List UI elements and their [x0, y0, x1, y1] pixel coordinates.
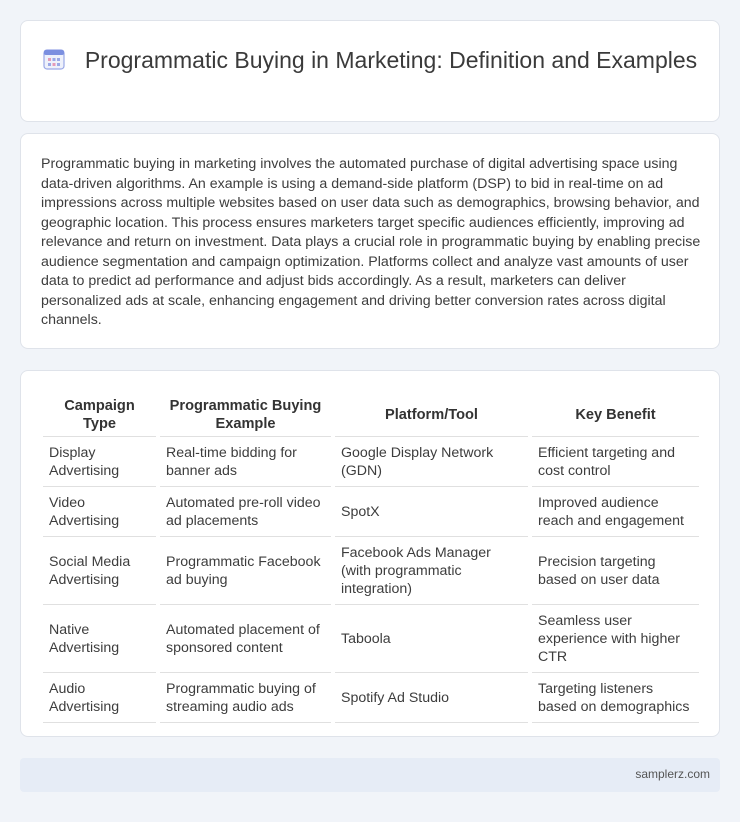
page-title-wrapper: [21, 45, 719, 75]
header-platform-tool: Platform/Tool: [333, 395, 530, 437]
cell-example: Programmatic Facebook ad buying: [158, 537, 333, 605]
cell-example: Programmatic buying of streaming audio ads: [158, 673, 333, 723]
cell-example: Automated pre-roll video ad placements: [158, 487, 333, 537]
cell-platform: Taboola: [333, 605, 530, 673]
table-row: [43, 605, 699, 673]
header-key-benefit: Key Benefit: [530, 395, 699, 437]
cell-platform: Spotify Ad Studio: [333, 673, 530, 723]
footer-bar: [20, 758, 720, 792]
cell-benefit: Targeting listeners based on demographics: [530, 673, 699, 723]
table-row: [43, 487, 699, 537]
cell-benefit: Efficient targeting and cost control: [530, 437, 699, 487]
table-row: [43, 673, 699, 723]
cell-campaign-type: Video Advertising: [43, 487, 158, 537]
cell-campaign-type: Display Advertising: [43, 437, 158, 487]
table-row: [43, 437, 699, 487]
page-title: Programmatic Buying in Marketing: Definition and Examples: [84, 47, 698, 73]
cell-benefit: Improved audience reach and engagement: [530, 487, 699, 537]
cell-benefit: Seamless user experience with higher CTR: [530, 605, 699, 673]
table-header-row: [43, 395, 699, 437]
cell-campaign-type: Native Advertising: [43, 605, 158, 673]
description-text: Programmatic buying in marketing involves the automated purchase of digital advertising space using data-driven algorithms. An example is using a demand-side platform (DSP) to bid in real-time on ad impressions across multiple websites based on user data such as demographics, browsing behavior, and geographic location. This process ensures marketers target specific audiences efficiently, improving ad relevance and return on investment. Data plays a crucial role in programmatic buying by enabling precise audience segmentation and campaign optimization. Platforms collect and analyze vast amounts of user data to predict ad performance and adjust bids accordingly. As a result, marketers can deliver personalized ads at scale, enhancing engagement and driving better conversion rates across digital channels.: [41, 156, 701, 328]
header-campaign-type: Campaign Type: [43, 395, 158, 437]
header-programmatic-example: Programmatic Buying Example: [158, 395, 333, 437]
examples-table: [43, 395, 699, 723]
cell-example: Real-time bidding for banner ads: [158, 437, 333, 487]
table-row: [43, 537, 699, 605]
calendar-icon: [43, 48, 65, 70]
footer-site-link[interactable]: samplerz.com: [635, 767, 710, 781]
description-card: [20, 133, 720, 349]
cell-campaign-type: Social Media Advertising: [43, 537, 158, 605]
cell-example: Automated placement of sponsored content: [158, 605, 333, 673]
cell-platform: Facebook Ads Manager (with programmatic integration): [333, 537, 530, 605]
table-card: [20, 370, 720, 737]
cell-platform: Google Display Network (GDN): [333, 437, 530, 487]
cell-platform: SpotX: [333, 487, 530, 537]
cell-campaign-type: Audio Advertising: [43, 673, 158, 723]
cell-benefit: Precision targeting based on user data: [530, 537, 699, 605]
title-card: [20, 20, 720, 122]
